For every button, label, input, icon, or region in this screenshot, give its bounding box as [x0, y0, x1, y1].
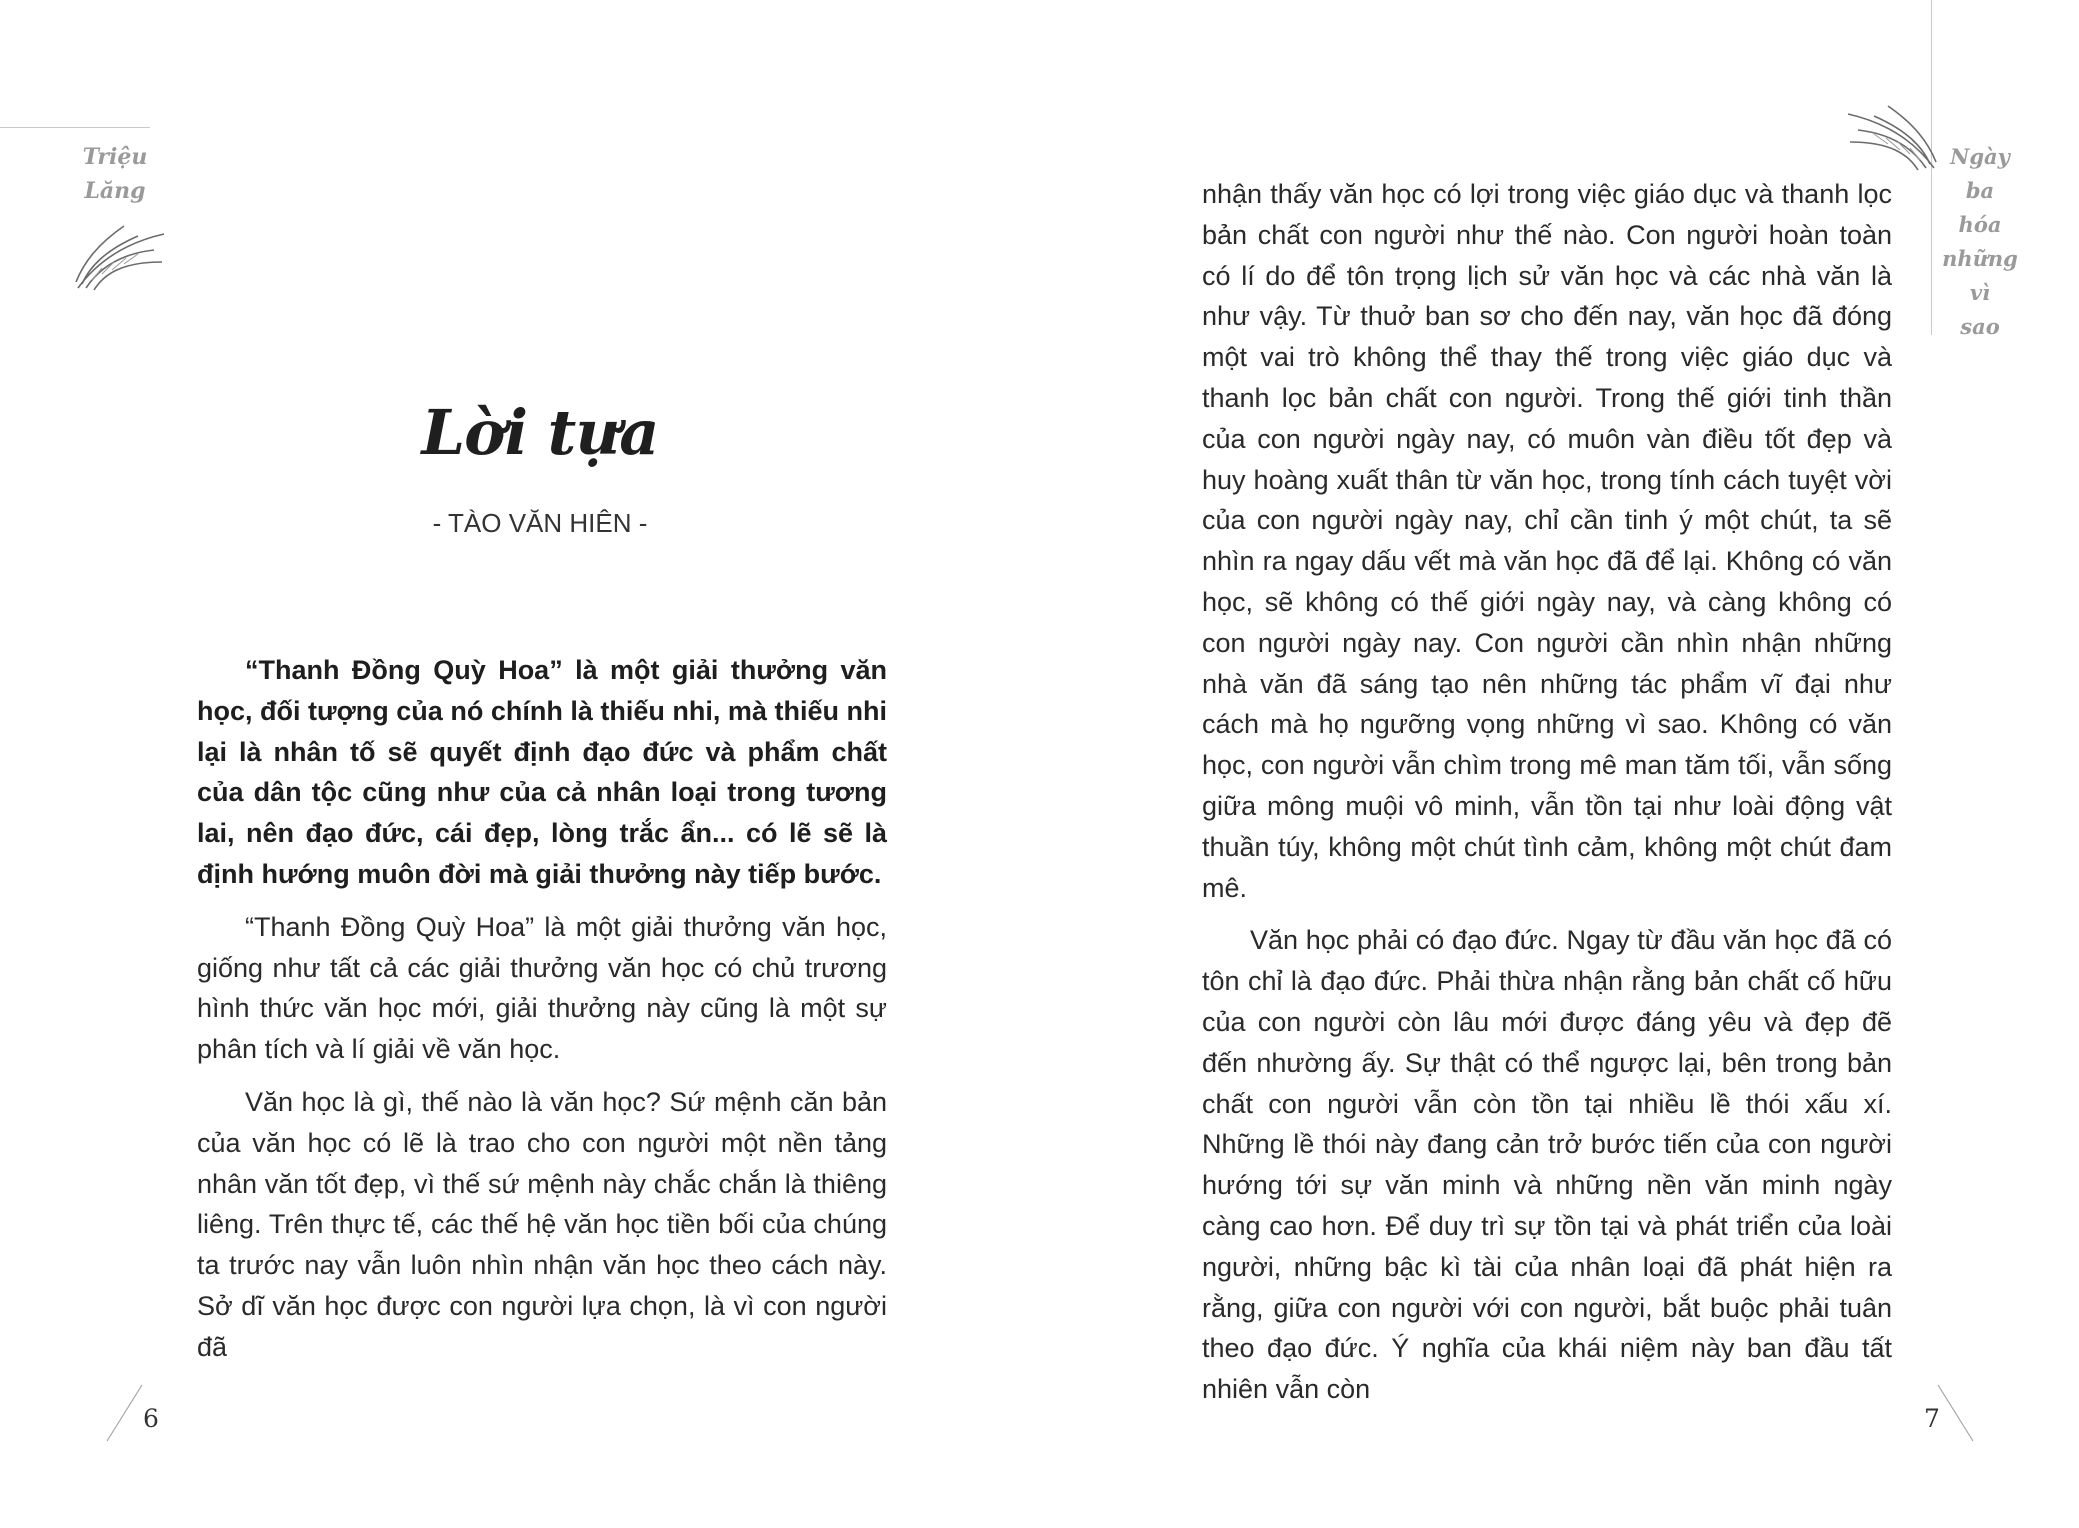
paragraph: “Thanh Đồng Quỳ Hoa” là một giải thưởng văn học, giống như tất cả các giải thưởng văn học có chủ trương hình thức văn học mới, giải thưởng này cũng là một sự phân tích và lí giải về văn học.	[197, 911, 887, 1065]
running-head-left	[60, 140, 170, 208]
running-head-line: những	[1942, 246, 2018, 271]
running-head-line: vì	[1969, 280, 1991, 305]
paragraph: “Thanh Đồng Quỳ Hoa” là một giải thưởng văn học, đối tượng của nó chính là thiếu nhi, mà thiếu nhi lại là nhân tố sẽ quyết định đạo đức và phẩm chất của dân tộc cũng như của cả nhân loại trong tương lai, nên đạo đức, cái đẹp, lòng trắc ẩn... có lẽ sẽ là định hướng muôn đời mà giải thưởng này tiếp bước.	[197, 655, 887, 889]
bamboo-leaves-icon	[72, 222, 172, 294]
bamboo-leaves-icon	[1840, 102, 1940, 174]
running-head-line: Triệu	[82, 144, 148, 170]
running-head-line: sao	[1960, 314, 2000, 339]
right-body-text	[1202, 174, 1892, 1422]
running-head-right	[1930, 140, 2030, 344]
paragraph: Văn học là gì, thế nào là văn học? Sứ mệnh căn bản của văn học có lẽ là trao cho con người một nền tảng nhân văn tốt đẹp, vì thế sứ mệnh này chắc chắn là thiêng liêng. Trên thực tế, các thế hệ văn học tiền bối của chúng ta trước nay vẫn luôn nhìn nhận văn học theo cách này. Sở dĩ văn học được con người lựa chọn, là vì con người đã	[197, 1086, 887, 1362]
running-head-line: hóa	[1958, 212, 2002, 237]
paragraph: Văn học phải có đạo đức. Ngay từ đầu văn học đã có tôn chỉ là đạo đức. Phải thừa nhận rằng bản chất cố hữu của con người còn lâu mới được đáng yêu và đẹp đẽ đến nhường ấy. Sự thật có thể ngược lại, bên trong bản chất con người vẫn còn tồn tại nhiều lề thói xấu xí. Những lề thói này đang cản trở bước tiến của con người hướng tới sự văn minh và những nền văn minh ngày càng cao hơn. Để duy trì sự tồn tại và phát triển của loài người, những bậc kì tài của nhân loại đã phát hiện ra rằng, giữa con người với con người, bắt buộc phải tuân theo đạo đức. Ý nghĩa của khái niệm này ban đầu tất nhiên vẫn còn	[1202, 925, 1892, 1405]
left-body-text	[197, 650, 887, 1380]
chapter-title: Lời tựa	[421, 396, 659, 469]
author-byline: - TÀO VĂN HIÊN -	[432, 508, 648, 538]
page-number-left: 6	[143, 1404, 159, 1433]
running-head-line: Ngày	[1950, 144, 2010, 169]
header-rule	[0, 127, 150, 128]
running-head-line: ba	[1965, 178, 1995, 203]
running-head-line: Lăng	[84, 178, 146, 204]
page-number-right: 7	[1924, 1404, 1940, 1433]
paragraph: nhận thấy văn học có lợi trong việc giáo dục và thanh lọc bản chất con người như thế nào. Con người hoàn toàn có lí do để tôn trọng lịch sử văn học và các nhà văn là như vậy. Từ thuở ban sơ cho đến nay, văn học đã đóng một vai trò không thể thay thế trong việc giáo dục và thanh lọc bản chất con người. Trong thế giới tinh thần của con người ngày nay, có muôn vàn điều tốt đẹp và huy hoàng xuất thân từ văn học, trong tính cách tuyệt vời của con người ngày nay, chỉ cần tinh ý một chút, ta sẽ nhìn ra ngay dấu vết mà văn học đã để lại. Không có văn học, sẽ không có thế giới ngày nay, và càng không có con người ngày nay. Con người cần nhìn nhận những nhà văn đã sáng tạo nên những tác phẩm vĩ đại như cách mà họ ngưỡng vọng những vì sao. Không có văn học, con người vẫn chìm trong mê man tăm tối, vẫn sống giữa mông muội vô minh, vẫn tồn tại như loài động vật thuần túy, không một chút tình cảm, không một chút đam mê.	[1202, 179, 1892, 903]
